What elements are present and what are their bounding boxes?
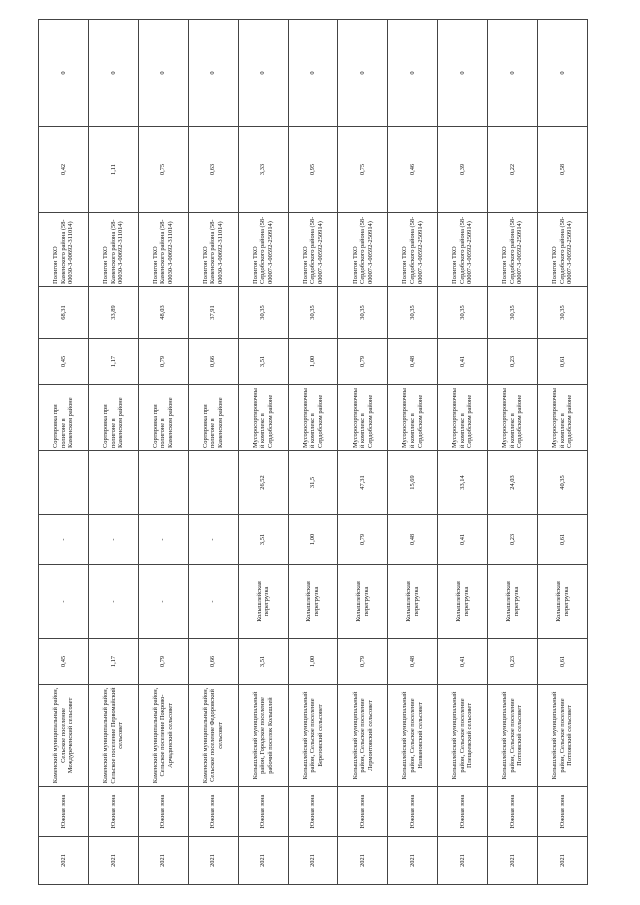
transfer-value-cell: - — [88, 515, 138, 565]
table-row — [538, 20, 588, 885]
landfill-cell: Полигон ТКО Каменского района (58-00030-З-00692-311014) — [39, 213, 89, 287]
distance-cell: 48,03 — [138, 287, 188, 339]
waste-mass-cell: 1,00 — [288, 639, 338, 685]
table-row — [39, 20, 89, 885]
transfer-activity-cell: Колышлейская перегрузка — [438, 565, 488, 639]
table-row — [188, 20, 238, 885]
processing-activity-cell: Мусоросортировочный комплекс в Сердобском районе — [438, 385, 488, 451]
processing-activity-cell: Сортировка при полигоне в Каменском районе — [39, 385, 89, 451]
landfill-cell: Полигон ТКО Каменского района (58-00030-З-00692-311014) — [138, 213, 188, 287]
transfer-activity-cell: - — [138, 565, 188, 639]
transfer-value-cell: 0,23 — [488, 515, 538, 565]
landfill-cell: Полигон ТКО Сердобского района (58-00007-З-00592-250914) — [388, 213, 438, 287]
extra-value-cell: 0 — [488, 20, 538, 127]
municipality-cell: Колышлейский муниципальный район, Сельское поселение Плещеевский сельсовет — [438, 685, 488, 787]
zone-cell: Южная зона — [438, 787, 488, 837]
processing-activity-cell: Мусоросортировочный комплекс в Сердобском районе — [238, 385, 288, 451]
processed-mass-cell: 0,61 — [538, 339, 588, 385]
municipality-cell: Колышлейский муниципальный район, Городское поселение рабочий поселок Колышлей — [238, 685, 288, 787]
year-cell: 2021 — [538, 837, 588, 885]
transfer-value-cell: - — [39, 515, 89, 565]
transfer-activity-cell: Колышлейская перегрузка — [238, 565, 288, 639]
disposed-mass-cell: 0,39 — [438, 127, 488, 213]
disposed-mass-cell: 0,75 — [138, 127, 188, 213]
waste-flow-table — [38, 19, 588, 885]
disposed-mass-cell: 0,75 — [338, 127, 388, 213]
table-row — [338, 20, 388, 885]
waste-mass-cell: 0,23 — [488, 639, 538, 685]
table-row — [238, 20, 288, 885]
zone-cell: Южная зона — [238, 787, 288, 837]
year-cell: 2021 — [288, 837, 338, 885]
processing-activity-cell: Сортировка при полигоне в Каменском районе — [88, 385, 138, 451]
disposed-mass-cell: 0,95 — [288, 127, 338, 213]
transfer-distance-cell: 26,52 — [238, 451, 288, 515]
table-row — [388, 20, 438, 885]
extra-value-cell: 0 — [538, 20, 588, 127]
processing-activity-cell: Сортировка при полигоне в Каменском районе — [138, 385, 188, 451]
municipality-cell: Каменский муниципальный район, Сельское поселение Междуреченский сельсовет — [39, 685, 89, 787]
landfill-cell: Полигон ТКО Сердобского района (58-00007-З-00592-250914) — [438, 213, 488, 287]
year-cell: 2021 — [438, 837, 488, 885]
zone-cell: Южная зона — [388, 787, 438, 837]
transfer-distance-cell: 33,14 — [438, 451, 488, 515]
distance-cell: 30,35 — [438, 287, 488, 339]
disposed-mass-cell: 0,46 — [388, 127, 438, 213]
disposed-mass-cell: 3,33 — [238, 127, 288, 213]
waste-mass-cell: 0,48 — [388, 639, 438, 685]
processed-mass-cell: 0,23 — [488, 339, 538, 385]
transfer-distance-cell: 47,31 — [338, 451, 388, 515]
transfer-activity-cell: Колышлейская перегрузка — [488, 565, 538, 639]
landfill-cell: Полигон ТКО Сердобского района (58-00007-З-00592-250914) — [288, 213, 338, 287]
landfill-cell: Полигон ТКО Сердобского района (58-00007-З-00592-250914) — [338, 213, 388, 287]
zone-cell: Южная зона — [538, 787, 588, 837]
extra-value-cell: 0 — [338, 20, 388, 127]
waste-mass-cell: 0,66 — [188, 639, 238, 685]
landfill-cell: Полигон ТКО Сердобского района (58-00007-З-00592-250914) — [538, 213, 588, 287]
table-row — [488, 20, 538, 885]
disposed-mass-cell: 0,22 — [488, 127, 538, 213]
municipality-cell: Колышлейский муниципальный район, Сельское поселение Потловский сельсовет — [538, 685, 588, 787]
disposed-mass-cell: 0,42 — [39, 127, 89, 213]
year-cell: 2021 — [238, 837, 288, 885]
processing-activity-cell: Сортировка при полигоне в Каменском районе — [188, 385, 238, 451]
transfer-activity-cell: Колышлейская перегрузка — [388, 565, 438, 639]
distance-cell: 30,35 — [388, 287, 438, 339]
transfer-activity-cell: - — [39, 565, 89, 639]
processed-mass-cell: 0,79 — [338, 339, 388, 385]
zone-cell: Южная зона — [138, 787, 188, 837]
waste-mass-cell: 0,41 — [438, 639, 488, 685]
zone-cell: Южная зона — [338, 787, 388, 837]
processed-mass-cell: 0,79 — [138, 339, 188, 385]
extra-value-cell: 0 — [438, 20, 488, 127]
extra-value-cell: 0 — [39, 20, 89, 127]
processing-activity-cell: Мусоросортировочный комплекс в Сердобском районе — [338, 385, 388, 451]
transfer-activity-cell: - — [188, 565, 238, 639]
municipality-cell: Колышлейский муниципальный район, Сельское поселение Потловский сельсовет — [488, 685, 538, 787]
zone-cell: Южная зона — [188, 787, 238, 837]
distance-cell: 37,91 — [188, 287, 238, 339]
processed-mass-cell: 1,17 — [88, 339, 138, 385]
processing-activity-cell: Мусоросортировочный комплекс в Сердобском районе — [488, 385, 538, 451]
processed-mass-cell: 0,45 — [39, 339, 89, 385]
transfer-distance-cell: 24,03 — [488, 451, 538, 515]
landfill-cell: Полигон ТКО Сердобского района (58-00007-З-00592-250914) — [238, 213, 288, 287]
disposed-mass-cell: 0,58 — [538, 127, 588, 213]
waste-mass-cell: 3,51 — [238, 639, 288, 685]
transfer-value-cell: 1,00 — [288, 515, 338, 565]
distance-cell: 30,35 — [488, 287, 538, 339]
year-cell: 2021 — [39, 837, 89, 885]
year-cell: 2021 — [138, 837, 188, 885]
extra-value-cell: 0 — [88, 20, 138, 127]
municipality-cell: Каменский муниципальный район, Сельское поселение Покрово-Арчадинский сельсовет — [138, 685, 188, 787]
transfer-activity-cell: Колышлейская перегрузка — [538, 565, 588, 639]
rotated-table-container — [38, 20, 588, 885]
landfill-cell: Полигон ТКО Каменского района (58-00030-З-00692-311014) — [88, 213, 138, 287]
year-cell: 2021 — [188, 837, 238, 885]
municipality-cell: Каменский муниципальный район, Сельское поселение Первомайский сельсовет — [88, 685, 138, 787]
processing-activity-cell: Мусоросортировочный комплекс в Сердобском районе — [388, 385, 438, 451]
table-row — [138, 20, 188, 885]
processed-mass-cell: 3,51 — [238, 339, 288, 385]
table-row — [88, 20, 138, 885]
processed-mass-cell: 0,41 — [438, 339, 488, 385]
distance-cell: 33,89 — [88, 287, 138, 339]
extra-value-cell: 0 — [238, 20, 288, 127]
processed-mass-cell: 1,00 — [288, 339, 338, 385]
zone-cell: Южная зона — [488, 787, 538, 837]
zone-cell: Южная зона — [88, 787, 138, 837]
municipality-cell: Колышлейский муниципальный район, Сельское поселение Лермонтовский сельсовет — [338, 685, 388, 787]
year-cell: 2021 — [488, 837, 538, 885]
year-cell: 2021 — [388, 837, 438, 885]
extra-value-cell: 0 — [288, 20, 338, 127]
year-cell: 2021 — [88, 837, 138, 885]
transfer-distance-cell: 40,35 — [538, 451, 588, 515]
processing-activity-cell: Мусоросортировочный комплекс в Сердобском районе — [288, 385, 338, 451]
disposed-mass-cell: 1,11 — [88, 127, 138, 213]
distance-cell: 30,35 — [238, 287, 288, 339]
transfer-distance-cell — [188, 451, 238, 515]
transfer-value-cell: - — [188, 515, 238, 565]
distance-cell: 30,35 — [338, 287, 388, 339]
transfer-activity-cell: Колышлейская перегрузка — [338, 565, 388, 639]
transfer-distance-cell — [88, 451, 138, 515]
waste-mass-cell: 0,79 — [138, 639, 188, 685]
year-cell: 2021 — [338, 837, 388, 885]
municipality-cell: Колышлейский муниципальный район, Сельское поселение Березовский сельсовет — [288, 685, 338, 787]
transfer-distance-cell — [138, 451, 188, 515]
table-body — [39, 20, 588, 885]
landfill-cell: Полигон ТКО Сердобского района (58-00007-З-00592-250914) — [488, 213, 538, 287]
table-row — [288, 20, 338, 885]
table-row — [438, 20, 488, 885]
transfer-distance-cell: 31,5 — [288, 451, 338, 515]
waste-mass-cell: 0,79 — [338, 639, 388, 685]
transfer-activity-cell: Колышлейская перегрузка — [288, 565, 338, 639]
transfer-value-cell: - — [138, 515, 188, 565]
processed-mass-cell: 0,48 — [388, 339, 438, 385]
landfill-cell: Полигон ТКО Каменского района (58-00030-З-00692-311014) — [188, 213, 238, 287]
transfer-activity-cell: - — [88, 565, 138, 639]
transfer-value-cell: 0,61 — [538, 515, 588, 565]
distance-cell: 68,31 — [39, 287, 89, 339]
distance-cell: 30,35 — [538, 287, 588, 339]
extra-value-cell: 0 — [188, 20, 238, 127]
zone-cell: Южная зона — [39, 787, 89, 837]
transfer-value-cell: 0,48 — [388, 515, 438, 565]
transfer-value-cell: 3,51 — [238, 515, 288, 565]
transfer-value-cell: 0,41 — [438, 515, 488, 565]
municipality-cell: Каменский муниципальный район, Сельское поселение Федоровский сельсовет — [188, 685, 238, 787]
municipality-cell: Колышлейский муниципальный район, Сельское поселение Названовский сельсовет — [388, 685, 438, 787]
transfer-distance-cell — [39, 451, 89, 515]
transfer-value-cell: 0,79 — [338, 515, 388, 565]
waste-mass-cell: 1,17 — [88, 639, 138, 685]
waste-mass-cell: 0,61 — [538, 639, 588, 685]
extra-value-cell: 0 — [138, 20, 188, 127]
waste-mass-cell: 0,45 — [39, 639, 89, 685]
transfer-distance-cell: 15,69 — [388, 451, 438, 515]
processing-activity-cell: Мусоросортировочный комплекс в Сердобском районе — [538, 385, 588, 451]
distance-cell: 30,35 — [288, 287, 338, 339]
disposed-mass-cell: 0,63 — [188, 127, 238, 213]
extra-value-cell: 0 — [388, 20, 438, 127]
zone-cell: Южная зона — [288, 787, 338, 837]
processed-mass-cell: 0,66 — [188, 339, 238, 385]
